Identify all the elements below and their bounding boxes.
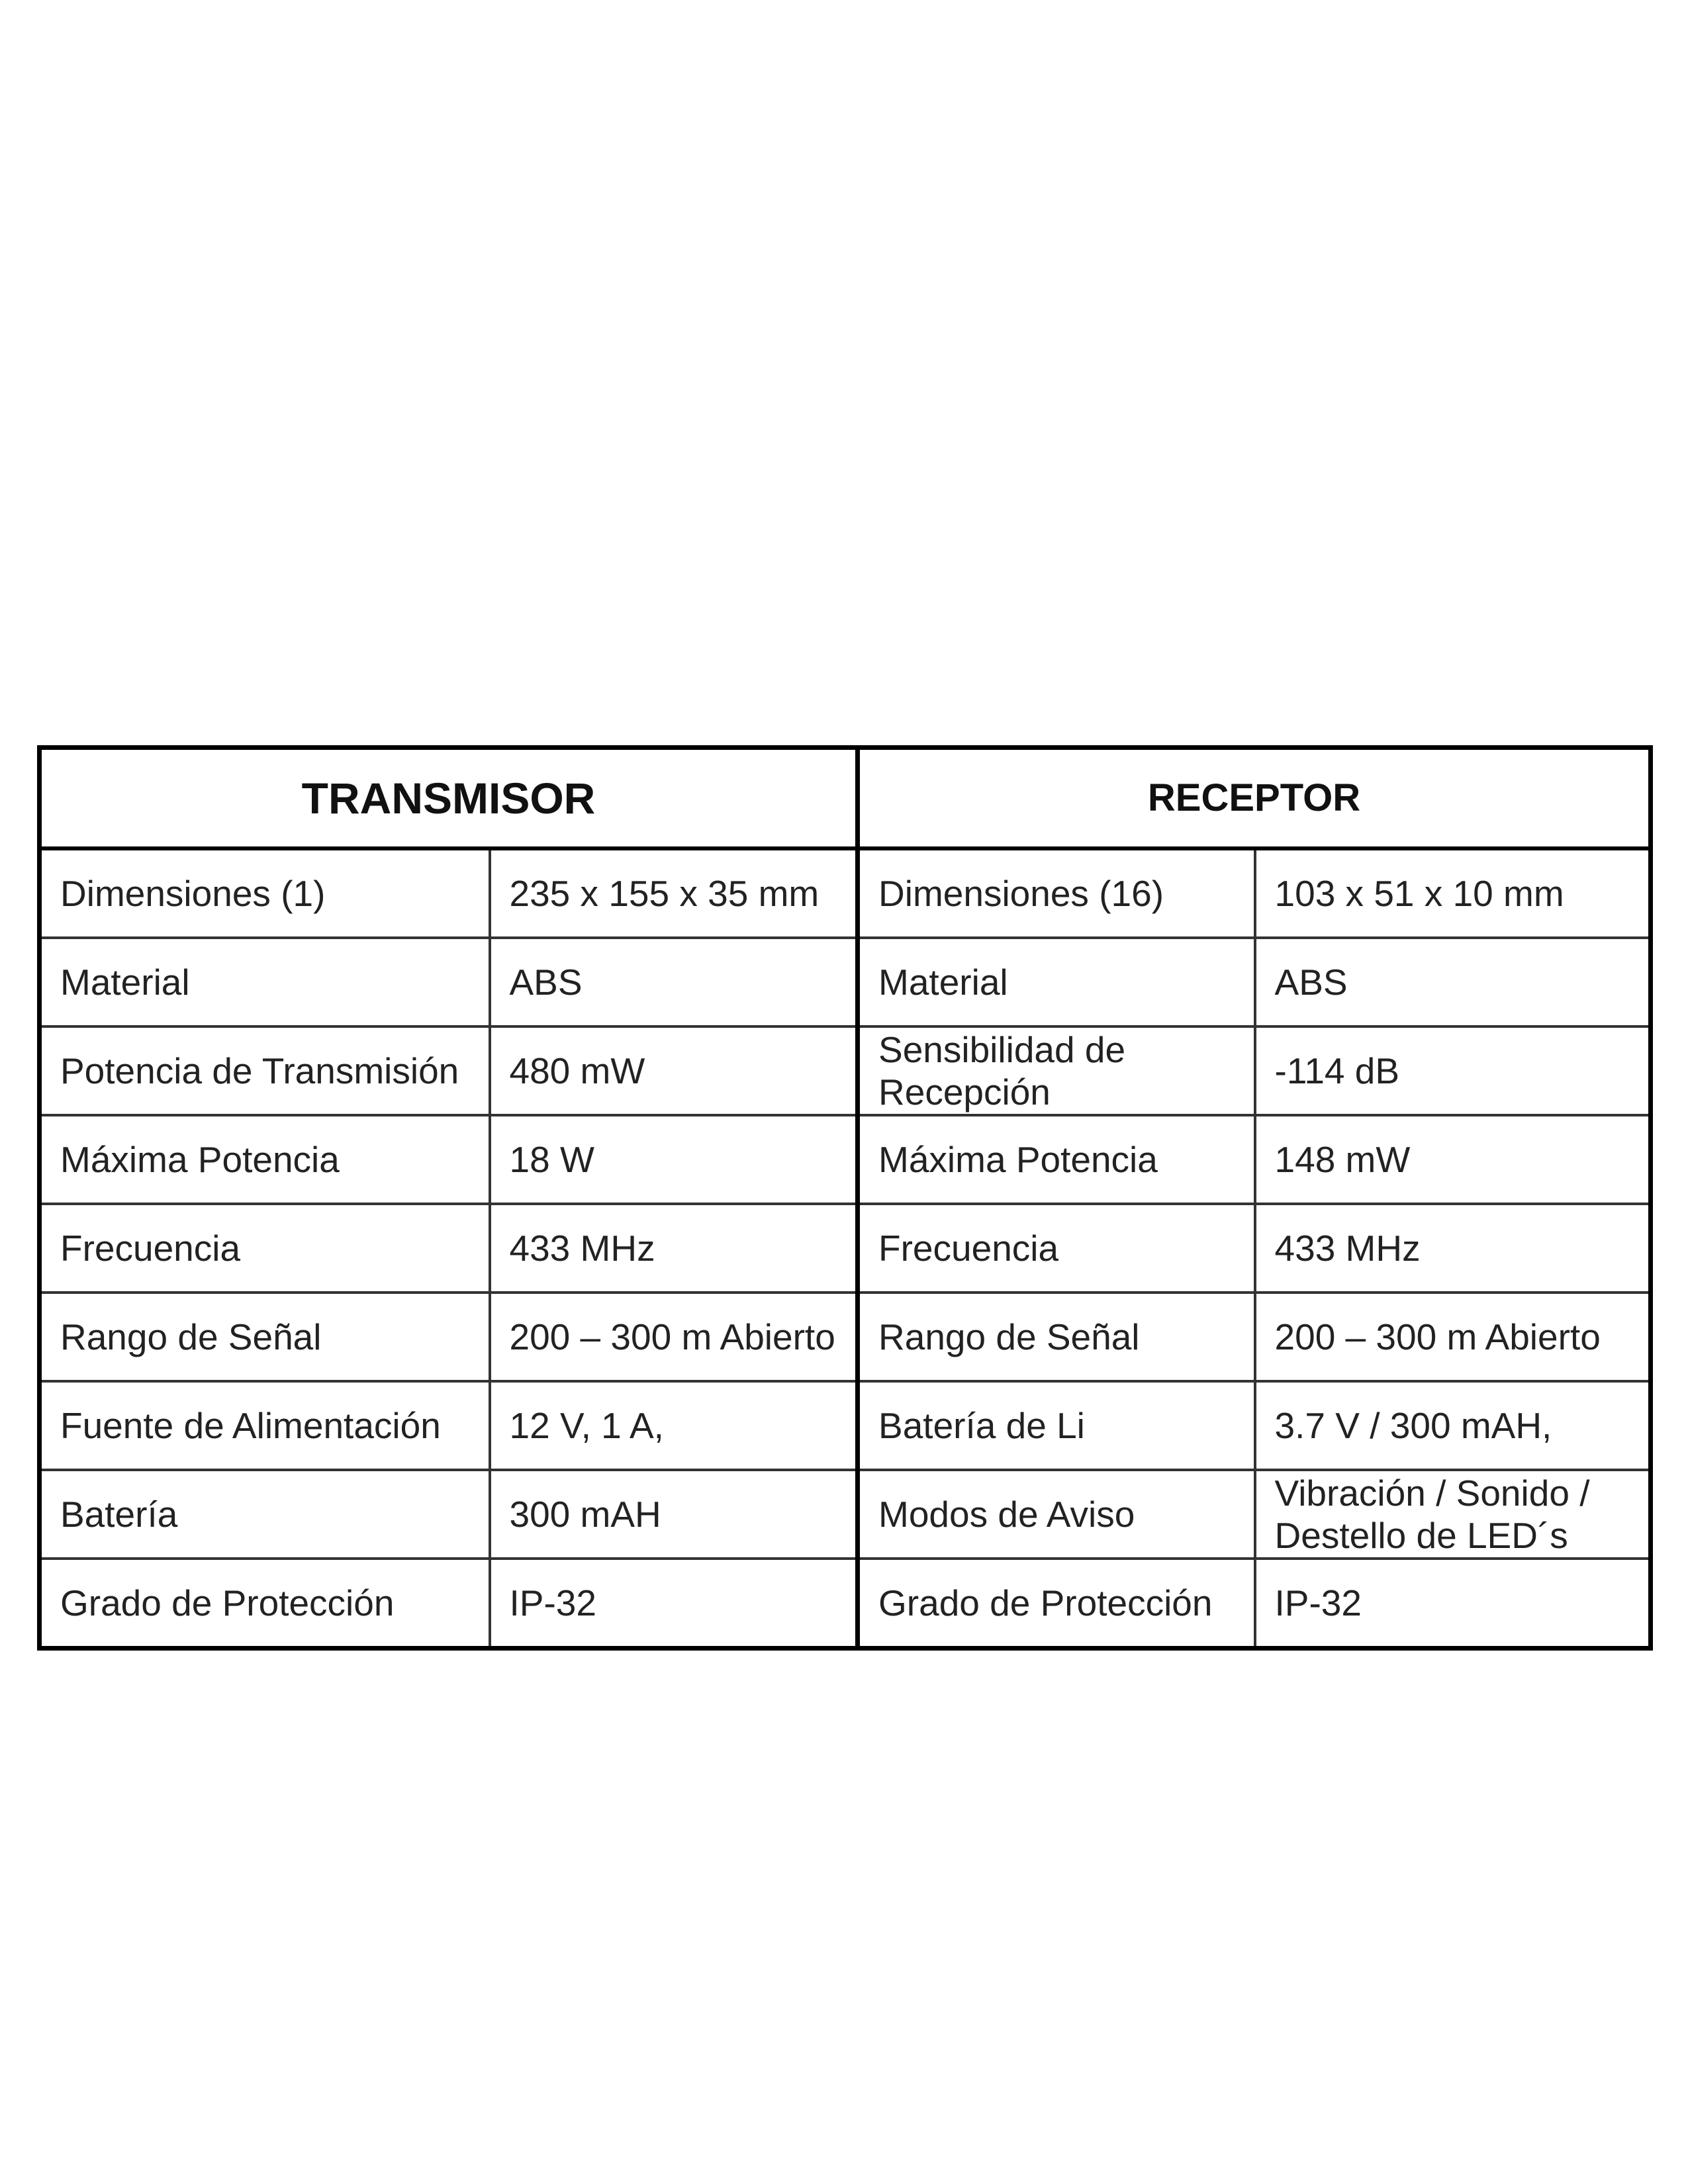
rx-label: Modos de Aviso bbox=[858, 1470, 1255, 1559]
tx-label: Grado de Protección bbox=[40, 1559, 490, 1649]
tx-label: Rango de Señal bbox=[40, 1293, 490, 1381]
tx-label: Batería bbox=[40, 1470, 490, 1559]
table-row bbox=[40, 1470, 1651, 1559]
rx-label: Dimensiones (16) bbox=[858, 848, 1255, 938]
tx-label: Frecuencia bbox=[40, 1204, 490, 1293]
rx-value: 200 – 300 m Abierto bbox=[1255, 1293, 1651, 1381]
table-row bbox=[40, 938, 1651, 1026]
tx-value: 300 mAH bbox=[490, 1470, 858, 1559]
rx-value: 103 x 51 x 10 mm bbox=[1255, 848, 1651, 938]
tx-label: Dimensiones (1) bbox=[40, 848, 490, 938]
transmitter-header: TRANSMISOR bbox=[40, 748, 858, 849]
tx-label: Máxima Potencia bbox=[40, 1115, 490, 1204]
rx-label: Material bbox=[858, 938, 1255, 1026]
rx-value: ABS bbox=[1255, 938, 1651, 1026]
rx-value: 148 mW bbox=[1255, 1115, 1651, 1204]
receiver-header: RECEPTOR bbox=[858, 748, 1651, 849]
tx-value: 200 – 300 m Abierto bbox=[490, 1293, 858, 1381]
tx-label: Fuente de Alimentación bbox=[40, 1381, 490, 1470]
table-row bbox=[40, 1559, 1651, 1649]
tx-value: 235 x 155 x 35 mm bbox=[490, 848, 858, 938]
tx-value: ABS bbox=[490, 938, 858, 1026]
tx-label: Material bbox=[40, 938, 490, 1026]
tx-value: 12 V, 1 A, bbox=[490, 1381, 858, 1470]
tx-value: 18 W bbox=[490, 1115, 858, 1204]
rx-label: Frecuencia bbox=[858, 1204, 1255, 1293]
rx-label: Máxima Potencia bbox=[858, 1115, 1255, 1204]
rx-value: -114 dB bbox=[1255, 1026, 1651, 1115]
tx-value: IP-32 bbox=[490, 1559, 858, 1649]
rx-value: 3.7 V / 300 mAH, bbox=[1255, 1381, 1651, 1470]
rx-value: IP-32 bbox=[1255, 1559, 1651, 1649]
rx-value: 433 MHz bbox=[1255, 1204, 1651, 1293]
table-row bbox=[40, 1026, 1651, 1115]
table-row bbox=[40, 848, 1651, 938]
rx-label: Batería de Li bbox=[858, 1381, 1255, 1470]
rx-value: Vibración / Sonido / Destello de LED´s bbox=[1255, 1470, 1651, 1559]
table-row bbox=[40, 1293, 1651, 1381]
tx-value: 433 MHz bbox=[490, 1204, 858, 1293]
rx-label: Sensibilidad de Recepción bbox=[858, 1026, 1255, 1115]
tx-value: 480 mW bbox=[490, 1026, 858, 1115]
spec-table bbox=[37, 745, 1653, 1651]
tx-label: Potencia de Transmisión bbox=[40, 1026, 490, 1115]
rx-label: Rango de Señal bbox=[858, 1293, 1255, 1381]
table-row bbox=[40, 1115, 1651, 1204]
table-header-row bbox=[40, 748, 1651, 849]
table-row bbox=[40, 1204, 1651, 1293]
table-row bbox=[40, 1381, 1651, 1470]
rx-label: Grado de Protección bbox=[858, 1559, 1255, 1649]
